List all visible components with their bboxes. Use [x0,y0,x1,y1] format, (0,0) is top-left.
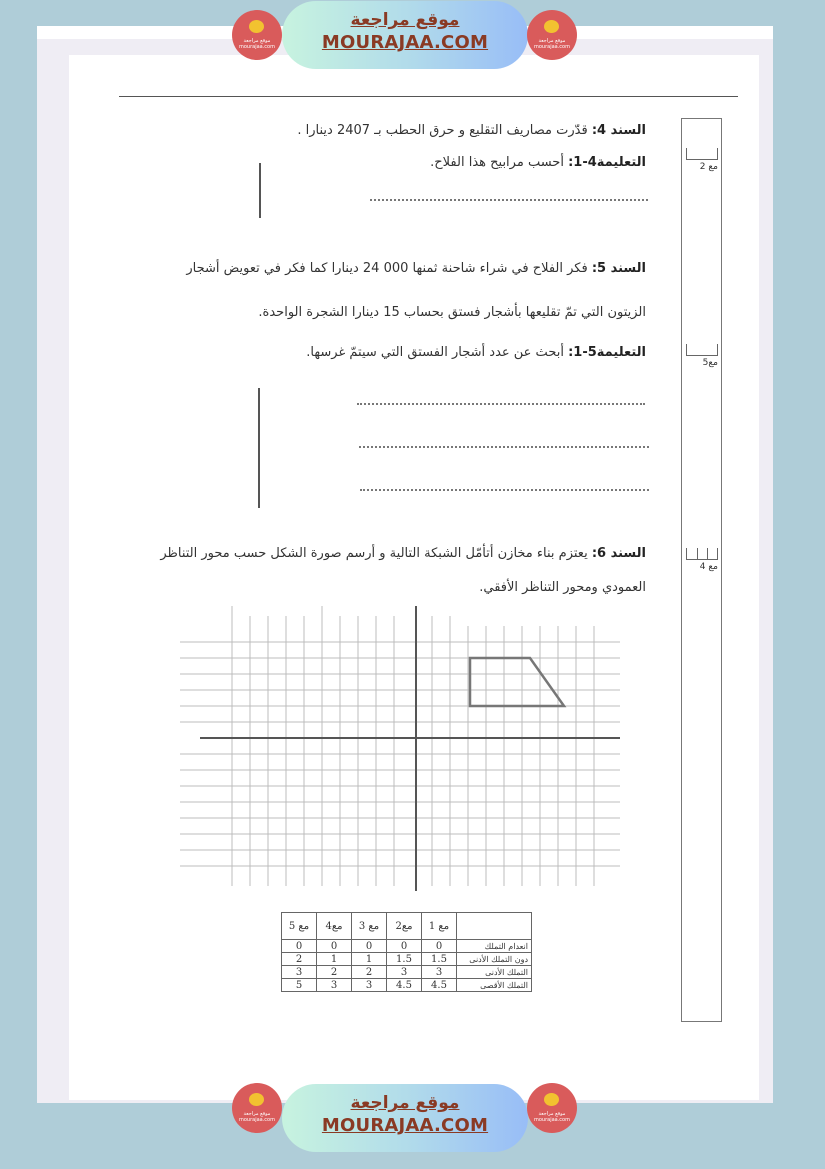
doc4-text: قدّرت مصاريف التقليع و حرق الحطب بـ 2407 دينارا . [297,123,592,138]
table-row [282,940,532,953]
banner-latin-title: MOURAJAA.COM [321,1115,489,1136]
table-cell: 1 [317,953,352,966]
book-icon [249,20,264,33]
table-header-cell: مع4 [317,913,352,940]
doc5-instr-text: أبحث عن عدد أشجار الفستق التي سيتمّ غرسها. [306,345,569,360]
doc6-label: السند 6: [591,546,646,561]
symmetry-grid[interactable] [180,606,625,896]
trapezoid-shape [470,658,564,706]
doc4-instr-label: التعليمة4-1: [568,155,646,170]
doc5-instr-label: التعليمة5-1: [568,345,646,360]
answer-margin-bar [258,388,260,508]
table-row-label: التملك الأقصى [457,979,532,992]
table-cell: 1.5 [387,953,422,966]
answer-line[interactable] [357,403,645,405]
table-header-row [282,913,532,940]
doc6-line1 [160,546,646,561]
site-logo-left[interactable] [232,10,282,60]
doc5-line2: الزيتون التي تمّ تقليعها بأشجار فستق بحساب 15 دينارا الشجرة الواحدة. [258,305,646,320]
doc6-line2: العمودي ومحور التناظر الأفقي. [479,580,646,595]
answer-line[interactable] [359,446,649,448]
table-cell: 3 [352,979,387,992]
doc4-label: السند 4: [591,123,646,138]
answer-line[interactable] [370,199,648,201]
doc4-statement [297,123,646,138]
logo-caption: موقع مراجعة mourajaa.com [238,1111,275,1123]
table-row-label: انعدام التملك [457,940,532,953]
table-header-cell: مع 1 [422,913,457,940]
table-cell: 0 [387,940,422,953]
table-cell: 3 [387,966,422,979]
banner-arabic-title: موقع مراجعة [350,1093,460,1113]
table-cell: 1.5 [422,953,457,966]
table-cell: 1 [352,953,387,966]
table-cell: 0 [317,940,352,953]
table-cell: 3 [282,966,317,979]
banner-latin-title: MOURAJAA.COM [321,32,489,53]
site-logo-right[interactable] [527,10,577,60]
logo-caption: موقع مراجعة mourajaa.com [238,38,275,50]
book-icon [544,20,559,33]
table-cell: 2 [317,966,352,979]
table-header-cell: مع 3 [352,913,387,940]
table-cell: 5 [282,979,317,992]
table-row-label: التملك الأدنى [457,966,532,979]
table-row [282,979,532,992]
doc5-instruction [306,345,646,360]
answer-margin-bar [259,163,261,218]
table-cell: 3 [422,966,457,979]
table-row [282,953,532,966]
table-cell: 0 [282,940,317,953]
table-cell: 4.5 [387,979,422,992]
site-logo-right-bottom[interactable] [527,1083,577,1133]
site-banner-bottom[interactable] [282,1084,528,1152]
doc4-instruction [430,155,646,170]
table-header-cell: مع 5 [282,913,317,940]
site-banner-top[interactable] [282,1,528,69]
mark-label: مع 4 [699,562,718,572]
answer-line[interactable] [360,489,649,491]
doc4-instr-text: أحسب مرابيح هذا الفلاح. [430,155,569,170]
logo-caption: موقع مراجعة mourajaa.com [533,1111,570,1123]
mark-label: مع5 [702,358,718,368]
table-cell: 2 [352,966,387,979]
table-cell: 3 [317,979,352,992]
table-header-cell: مع2 [387,913,422,940]
table-row [282,966,532,979]
book-icon [249,1093,264,1106]
table-cell: 2 [282,953,317,966]
margin-mark-doc4 [686,148,718,172]
table-header-cell [457,913,532,940]
doc6-text-line1: يعتزم بناء مخازن أتأمّل الشبكة التالية و أرسم صورة الشكل حسب محور التناظر [160,546,592,561]
banner-arabic-title: موقع مراجعة [350,10,460,30]
margin-mark-doc5 [686,344,718,368]
logo-caption: موقع مراجعة mourajaa.com [533,38,570,50]
table-cell: 0 [422,940,457,953]
grading-criteria-table [281,912,532,992]
table-row-label: دون التملك الأدنى [457,953,532,966]
table-cell: 4.5 [422,979,457,992]
header-rule [119,96,738,97]
margin-mark-doc6 [686,548,718,572]
table-cell: 0 [352,940,387,953]
doc5-label: السند 5: [591,261,646,276]
site-logo-left-bottom[interactable] [232,1083,282,1133]
doc5-line1 [186,261,646,276]
doc5-text-line1: فكر الفلاح في شراء شاحنة ثمنها 000 24 دينارا كما فكر في تعويض أشجار [186,261,592,276]
mark-label: مع 2 [699,162,718,172]
book-icon [544,1093,559,1106]
